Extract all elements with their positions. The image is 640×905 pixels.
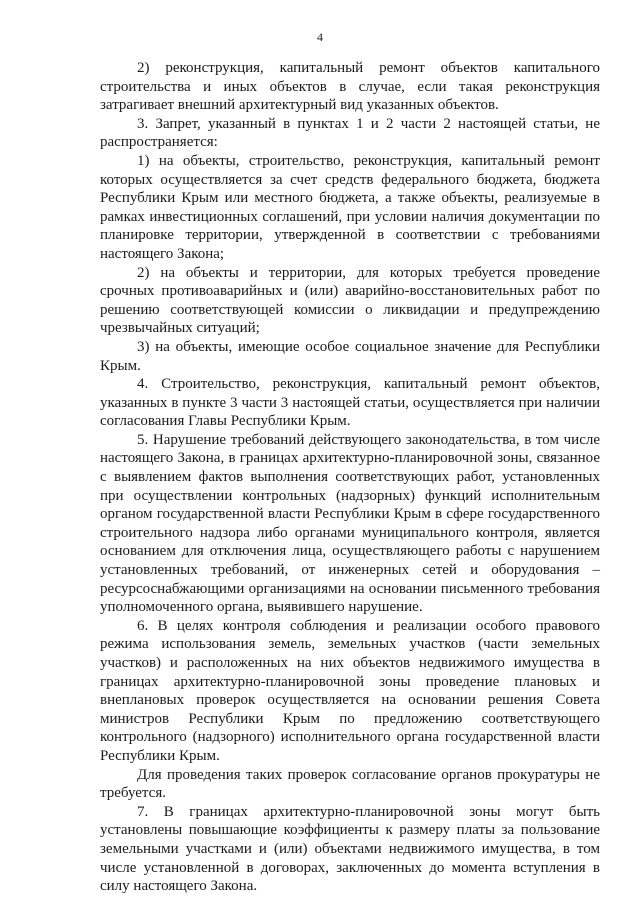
paragraph: 7. В границах архитектурно-планировочной зоны могут быть установлены повышающие коэффициенты к размеру платы за пользование земельными участками и (или) объектами недвижимого имущества, в том числе установленной в договорах, заключенных до момента вступления в силу настоящего Закона. xyxy=(100,803,600,895)
paragraph: 3. Запрет, указанный в пунктах 1 и 2 части 2 настоящей статьи, не распространяется: xyxy=(100,115,600,151)
paragraph: 2) реконструкция, капитальный ремонт объектов капитального строительства и иных объектов в случае, если такая реконструкция затрагивает внешний архитектурный вид указанных объектов. xyxy=(100,60,600,114)
paragraph: 3) на объекты, имеющие особое социальное значение для Республики Крым. xyxy=(100,338,600,374)
page-number: 4 xyxy=(317,30,323,44)
paragraph: 4. Строительство, реконструкция, капитальный ремонт объектов, указанных в пункте 3 части 3 настоящей статьи, осуществляется при наличии согласования Главы Республики Крым. xyxy=(100,376,600,430)
document-body xyxy=(100,59,600,896)
paragraph: 5. Нарушение требований действующего законодательства, в том числе настоящего Закона, в границах архитектурно-планировочной зоны, связанное с выявлением фактов выполнения соответствующих работ, установленных при осуществлении контрольных (надзорных) функций исполнительным органом государственной власти Республики Крым в сфере государственного строительного надзора либо органами муниципального контроля, является основанием для отключения лица, осуществляющего работы с нарушением установленных требований, от инженерных сетей и оборудования – ресурсоснабжающими организациями на основании письменного требования уполномоченного органа, выявившего нарушение. xyxy=(100,431,600,616)
paragraph: 6. В целях контроля соблюдения и реализации особого правового режима использования земель, земельных участков (части земельных участков) и расположенных на них объектов недвижимого имущества в границах архитектурно-планировочной зоны проведение плановых и внеплановых проверок осуществляется на основании решения Совета министров Республики Крым по предложению соответствующего контрольного (надзорного) исполнительного органа государственной власти Республики Крым. xyxy=(100,617,600,764)
paragraph: 1) на объекты, строительство, реконструкция, капитальный ремонт которых осуществляется за счет средств федерального бюджета, бюджета Республики Крым или местного бюджета, а также объекты, реализуемые в рамках инвестиционных соглашений, при условии наличия документации по планировке территории, утвержденной в соответствии с требованиями настоящего Закона; xyxy=(100,152,600,262)
paragraph: 2) на объекты и территории, для которых требуется проведение срочных противоаварийных и (или) аварийно-восстановительных работ по решению соответствующей комиссии о ликвидации и предупреждению чрезвычайных ситуаций; xyxy=(100,264,600,337)
paragraph: Для проведения таких проверок согласование органов прокуратуры не требуется. xyxy=(100,766,600,802)
